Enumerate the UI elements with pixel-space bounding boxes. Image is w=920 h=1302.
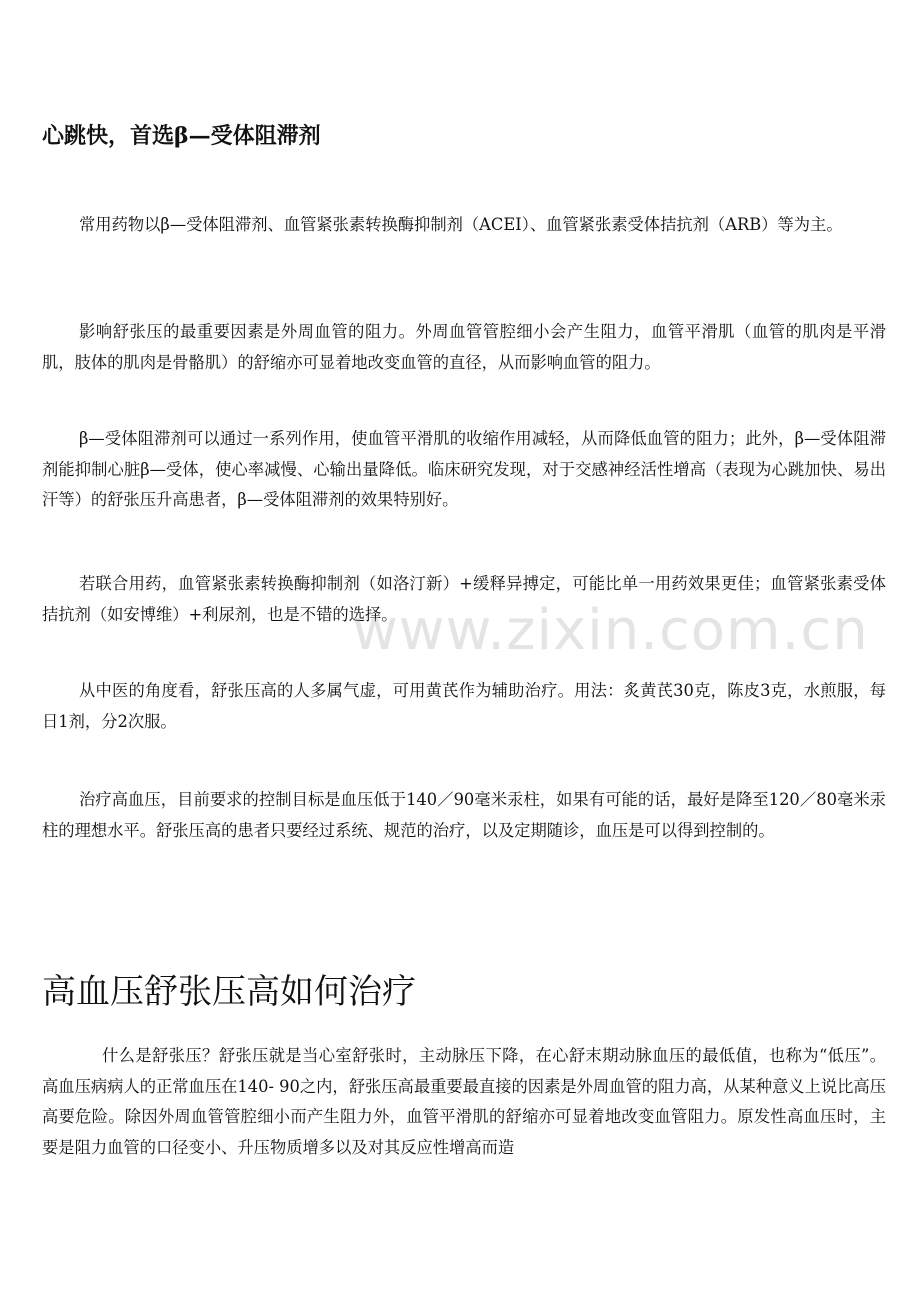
paragraph-beta-blocker-effect: β—受体阻滞剂可以通过一系列作用，使血管平滑肌的收缩作用减轻，从而降低血管的阻力；此外，β—受体阻滞剂能抑制心脏β—受体，使心率减慢、心输出量降低。临床研究发现，对于交感神经活性增高（表现为心跳加快、易出汗等）的舒张压升高患者，β—受体阻滞剂的效果特别好。	[42, 429, 886, 509]
section-heading: 心跳快，首选β—受体阻滞剂	[42, 123, 321, 149]
paragraph-control-target: 治疗高血压，目前要求的控制目标是血压低于140／90毫米汞柱，如果有可能的话，最好是降至120／80毫米汞柱的理想水平。舒张压高的患者只要经过系统、规范的治疗，以及定期随诊，血压是可以得到控制的。	[42, 790, 886, 840]
paragraph-what-is-diastolic: 什么是舒张压？舒张压就是当心室舒张时，主动脉压下降，在心舒末期动脉血压的最低值，也称为“低压”。 高血压病病人的正常血压在140- 90之内，舒张压高最重要最直接的因素是外周血管的阻力高，从某种意义上说比高压高要危险。除因外周血管管腔细小而产生阻力外，血管平滑肌的舒缩亦可显着地改变血管阻力。原发性高血压时，主要是阻力血管的口径变小、升压物质增多以及对其反应性增高而造	[42, 1046, 886, 1157]
main-title: 高血压舒张压高如何治疗	[42, 972, 416, 1012]
paragraph-tcm-treatment: 从中医的角度看，舒张压高的人多属气虚，可用黄芪作为辅助治疗。用法：炙黄芪30克，陈皮3克，水煎服，每日1剂，分2次服。	[42, 681, 886, 731]
paragraph-vascular-resistance: 影响舒张压的最重要因素是外周血管的阻力。外周血管管腔细小会产生阻力，血管平滑肌（血管的肌肉是平滑肌，肢体的肌肉是骨骼肌）的舒缩亦可显着地改变血管的直径，从而影响血管的阻力。	[42, 322, 886, 372]
paragraph-common-drugs: 常用药物以β—受体阻滞剂、血管紧张素转换酶抑制剂（ACEI）、血管紧张素受体拮抗剂（ARB）等为主。	[79, 215, 843, 234]
paragraph-combination-therapy: 若联合用药，血管紧张素转换酶抑制剂（如洛汀新）+缓释异搏定，可能比单一用药效果更佳；血管紧张素受体拮抗剂（如安博维）+利尿剂，也是不错的选择。	[42, 574, 886, 624]
watermark: www.zixin.com.cn	[352, 598, 869, 663]
